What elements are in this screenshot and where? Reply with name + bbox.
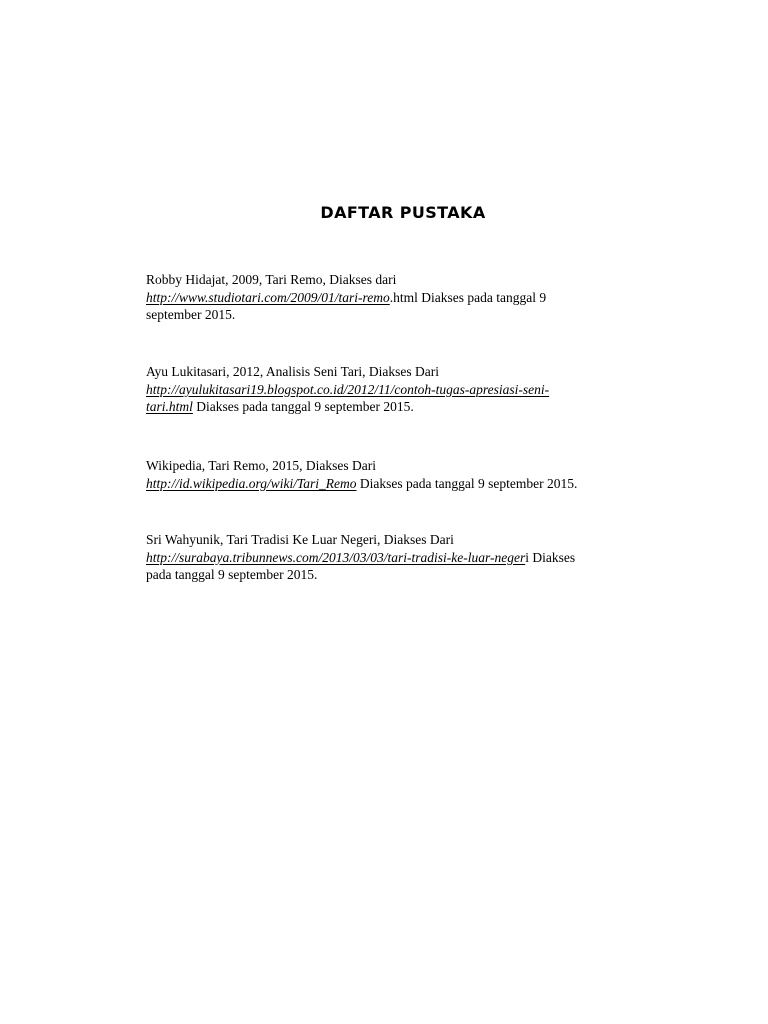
reference-entry	[146, 271, 646, 324]
reference-entry	[146, 531, 646, 584]
reference-author-line: Ayu Lukitasari, 2012, Analisis Seni Tari, Diakses Dari	[146, 364, 440, 379]
reference-entry	[146, 363, 646, 416]
reference-link-line	[146, 549, 646, 567]
reference-link-line	[146, 475, 646, 493]
reference-access-text: Diakses pada tanggal 9 september 2015.	[192, 399, 414, 414]
reference-author-line: Sri Wahyunik, Tari Tradisi Ke Luar Negeri, Diakses Dari	[146, 532, 454, 547]
reference-url-link[interactable]: http://ayulukitasari19.blogspot.co.id/2012/11/contoh-tugas-apresiasi-seni-	[146, 381, 550, 397]
reference-url-tail: i	[525, 549, 529, 565]
reference-link-line	[146, 398, 646, 416]
reference-access-text: .html Diakses pada tanggal 9	[389, 289, 547, 305]
reference-url-link[interactable]: http://surabaya.tribunnews.com/2013/03/03/tari-tradisi-ke-luar-neger	[146, 549, 526, 565]
reference-date-line: september 2015.	[146, 307, 236, 322]
reference-url-link-continued[interactable]: tari.html	[146, 399, 193, 414]
page-title: DAFTAR PUSTAKA	[320, 203, 486, 222]
reference-url-link[interactable]: http://id.wikipedia.org/wiki/Tari_Remo	[146, 475, 357, 491]
reference-url-link[interactable]: http://www.studiotari.com/2009/01/tari-remo	[146, 289, 390, 305]
reference-link-line	[146, 381, 646, 399]
reference-author-line: Wikipedia, Tari Remo, 2015, Diakses Dari	[146, 458, 376, 473]
reference-link-line	[146, 289, 646, 307]
reference-entry	[146, 457, 646, 492]
reference-access-text: Diakses	[528, 549, 576, 565]
reference-author-line: Robby Hidajat, 2009, Tari Remo, Diakses dari	[146, 272, 397, 287]
reference-date-line: pada tanggal 9 september 2015.	[146, 567, 318, 582]
reference-access-text: Diakses pada tanggal 9 september 2015.	[356, 475, 578, 491]
